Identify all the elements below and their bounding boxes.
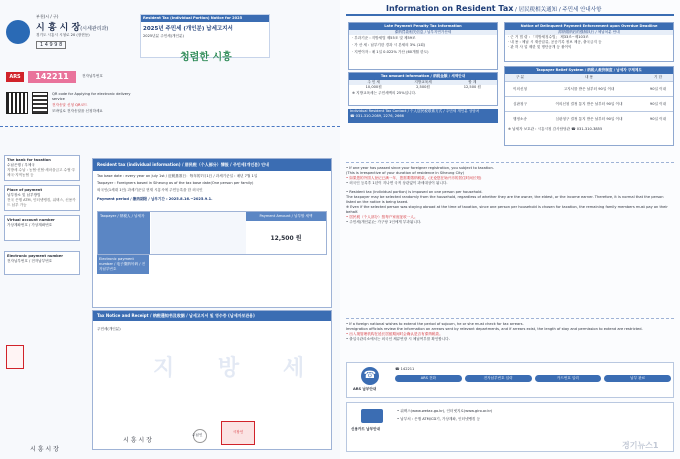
taxpayer-line: Taxpayer : Foreigners based in Siheung as of the tax base date(One person per family) [97,180,254,185]
seal-text: 시장인 [232,430,244,434]
info-paragraph: • 如果您的外国人登记已满一年，您需要缴纳税款。(无论您在始兴市的居住时间长短) [346,176,482,180]
side-item [4,251,80,275]
perforation-line [0,126,340,127]
relief-deadline: 90일 이내 [649,86,667,91]
amount-value-row [349,85,497,90]
receipt-sub: (납세자보관용) [228,313,255,318]
left-red-field [6,345,24,369]
city-name-text: 시 흥 시 장 [36,23,81,33]
side-item-kr: 수납은행 / 우체국 [7,163,35,167]
side-info-column [4,155,80,275]
side-item [4,185,80,211]
ars-guide-title: ARS 납부안내 [353,387,377,391]
ars-number: 142211 [28,71,76,83]
news-watermark: 경기뉴스1 [622,441,659,450]
tax-info-box [92,158,332,308]
delinquent-line: · 근 거 법 령 : 「지방세징수법」 제33조~제103조 [508,35,589,39]
right-header [346,4,674,16]
info-paragraph: • Resident tax (individual portion) is imposed on one person per household. [346,190,483,194]
foreign-paragraph: Immigration officials review the information on arrears sent by relevant departments, and if arrears exist, the length of stay and permission to extend are restricted. [346,327,643,331]
penalty-title-kr: 滞纳罚款相关信息 / 납부지연가산세 [349,30,497,35]
notice-title-kr: 2025년 주민세 (개인분) 납세고지서 [143,26,233,32]
amount-head: Payment Amount / 납부할 세액 [246,212,326,221]
payment-table [97,211,327,255]
ars-step: 전자납부번호 입력 [465,375,532,382]
city-name [36,20,108,33]
relief-box [504,66,674,146]
foreign-paragraph: • 出入境管理机构在延长居留期间时会确认是否有滞纳税款。 [346,332,443,336]
phone-icon: ☎ [361,367,379,385]
amount-value: 12,500 원 [463,85,481,89]
amount-note: ※ 지방교육세는 주민세액의 25%입니다. [352,91,417,95]
amount-box [348,72,498,106]
tax-name: 주민세(개인분) [97,327,121,331]
ars-guide-number[interactable]: ☎ 142211 [395,367,415,371]
slogan-logo: 청렴한 시흥 [180,52,232,63]
qr-text-2: 모바일로 전자송달을 신청하세요 [52,109,103,113]
info-paragraph: • 주민세(개인분)는 가구당 1인에게 부과됩니다. [346,220,422,224]
credit-card-icon [361,409,383,423]
mobile-label: 전자납부번호 [82,74,103,78]
delinquent-line: · 관 허 사 업 제한 및 명단공개 등 불이익 [508,45,572,49]
side-item-en: Virtual account number [7,218,55,222]
relief-deadline: 90일 이내 [649,116,667,121]
relief-header: 기 한 [653,75,663,79]
penalty-line: · 지연이자 : 매 1일 0.022% 가산 (60개월 한도) [352,50,429,54]
seal-stamp [221,421,255,445]
card-line: • 위택스(www.wetax.go.kr), 인터넷지로(www.giro.or.kr) [397,409,493,413]
city-prefix: 부천(시 / 구) [36,14,59,19]
receipt-title [93,311,331,321]
taxpayer-line-kr: 외국인(1세대 1인) 과세기준일 현재 시흥시에 주민등록을 한 외국인 [97,187,203,192]
city-footer: 시 흥 시 장 [30,446,59,453]
amount-value: 2,500원 [416,85,430,89]
side-item [4,155,80,181]
side-item-detail: 지방세 수납 : 농협·신협·새마을금고 수협·우체국·지역농협 등 [7,168,76,177]
amount-header: 주 민 세 [367,80,381,84]
notice-year: 2025년분 주민세(개인분) [143,34,184,38]
receipt-watermark: 지 방 세 [153,356,323,381]
relief-type: 이의신청 [513,86,527,91]
relief-note: ※ 납세자 보호관 : 시흥시청 감사담당관 ☎ 031-310-3855 [508,127,603,131]
right-header-title: Information on Resident Tax [386,4,514,13]
elec-head: Electronic payment number / 电子缴纳号码 / 전자납부번호 [97,255,149,274]
amount-title: Tax amount information / 纳税金额 / 세액안내 [349,73,497,80]
tax-section-title: Resident tax (individual information) / 居民税（个人部分）情报 / 주민세(개인분) 안내 [93,159,331,171]
relief-title: Taxpayer Relief System / 纳税人救济制度 / 납세자 구제제도 [505,67,673,74]
delinquent-line: · 내 용 : 체납 시 재산압류, 공공기록 정보 제공, 출국금지 등 [508,40,602,44]
amount-value: 10,000원 [365,85,382,89]
relief-header-row [505,74,673,81]
qr-code-secondary-icon[interactable] [32,92,48,114]
stamp-label: 수납인 [192,433,203,437]
ars-step: 카드번호 입력 [535,375,602,382]
penalty-box [348,22,498,70]
taxpayer-head: Taxpayer / 纳税人 / 납세자 [98,212,151,254]
card-guide-title: 신용카드 납부안내 [351,427,381,431]
right-header-sub: / 居民税相关通知 / 주민세 안내사항 [514,7,602,13]
ars-steps [395,375,671,382]
relief-header: 내 용 [584,75,594,79]
ars-step: ARS 전화 [395,375,462,382]
delinquent-box [504,22,674,62]
card-line: • 납부처 : 은행 ATM/CD기, 가상계좌, 인터넷뱅킹 등 [397,417,481,421]
contact-number[interactable]: ☎ 031-310-2089, 2276, 2666 [350,114,404,118]
city-seal-icon [6,20,30,44]
payment-period: Payment period / 缴纳期限 / 납부기간 : 2025.8.16.~2025.9.1. [97,196,213,201]
qr-text-en: QR code for Applying for electronic delivery service [52,92,131,101]
contact-label: Individual Resident Tax Contact / 个人居民税联系方式 / 주민세 개인분 상담처 [350,109,480,113]
side-item-kr: 납부장소 및 납부방법 [7,193,41,197]
penalty-line: · 가 산 세 : 납부기한 경과 시 본세의 3% (1회) [352,43,426,47]
ars-guide [346,362,674,398]
side-item-en: Place of payment [7,188,43,192]
amount-header: 지방교육세 [414,80,432,84]
foreign-text-block [346,318,674,358]
relief-row [505,81,673,96]
side-item-detail: 전국 은행 ATM, 인터넷뱅킹, 위택스, 신용카드 납부 가능 [7,198,76,207]
info-paragraph: ※ Even if the selected person was staying abroad at the time of taxation, since one person per household is chosen for taxation, the remaining family members must pay on their behalf. [346,205,668,214]
relief-header: 구 분 [515,75,525,79]
penalty-line: · 부과기준 : 지방세법 제55조 및 제59조 [352,36,416,40]
side-item-kr: 전자납부번호 / 전자납부번호 [7,259,53,263]
relief-row [505,96,673,111]
side-item [4,215,80,241]
info-paragraph: The taxpayer may be selected randomly from the household, regardless of whether they are the owner, the eldest, or the income earner. Therefore, it is normal that the person listed on the notice is being taxed. [346,195,664,204]
side-item-kr: 가상계좌번호 / 가상계좌번호 [7,223,53,227]
city-footer-2: 시 흥 시 장 [123,437,152,444]
tax-base-line: Tax base date : every year on July 1st / 征税基准日：每年的7月1日 / 과세기준일 : 매년 7월 1일 [97,173,258,178]
info-paragraph: • If one year has passed since your foreigner registration, you subject to taxation. [346,166,494,170]
relief-desc: 심판청구 결정 통지 받은 날부터 90일 이내 [555,116,623,121]
foreign-paragraph: • 출입국관리소에서는 외국인 체류연장 시 체납여부를 확인합니다. [346,337,450,341]
penalty-title-en: Late Payment Penalty Tax Information [349,23,497,30]
receipt-box [92,310,332,450]
side-item-en: Electronic payment number [7,254,63,258]
ars-badge: ARS [6,72,24,82]
receipt-title-text: Tax Notice and Receipt / 纳税通知书及收据 / 납세고지서 및 영수증 [97,313,227,318]
relief-deadline: 90일 이내 [649,101,667,106]
taxpayer-cell [151,212,246,254]
city-paren: (시세관리과) [80,26,109,32]
relief-row [505,111,673,126]
relief-desc: 고지서를 받은 날부터 90일 이내 [563,86,615,91]
info-text-block [346,162,674,302]
relief-desc: 이의신청 결정 통지 받은 날부터 90일 이내 [555,101,623,106]
side-item-en: The bank for taxation [7,158,51,162]
amount-header: 합 계 [468,80,477,84]
info-paragraph: • 외국인 등록후 1년이 지나면 국적 상관없이 과세대상이 됩니다. [346,181,448,185]
amount-value: 12,500 원 [270,234,302,242]
amount-column [246,212,326,254]
contact-box [348,109,498,123]
notice-title-en: Resident Tax (Individual Portion) Notice for 2025 [141,15,269,22]
info-paragraph: (This is irrespective of your duration of residence in Siheung City) [346,171,465,175]
qr-code-icon[interactable] [6,92,28,114]
info-paragraph: • 居民税（个人部分）按每户家庭征收一人。 [346,215,418,219]
delinquent-title-en: Notice of Delinquent Payment Enforcement upon Overdue Deadline [505,23,673,30]
relief-type: 심판청구 [513,101,527,106]
qr-text-kr: 전자송달 신청 QR코드 [52,103,88,107]
postal-code: 1 4 9 9 8 [36,41,66,49]
city-address: 경기도 시흥시 시청로 20 (장현동) [36,33,90,37]
relief-type: 행정소송 [513,116,527,121]
foreign-paragraph: • If a foreign national wishes to extend the period of sojourn, he or she must check for tax arrears. [346,322,524,326]
delinquent-title-kr: 滞纳缴纳后的强制执行 / 체납처분 안내 [505,30,673,35]
ars-step: 납부 완료 [604,375,671,382]
